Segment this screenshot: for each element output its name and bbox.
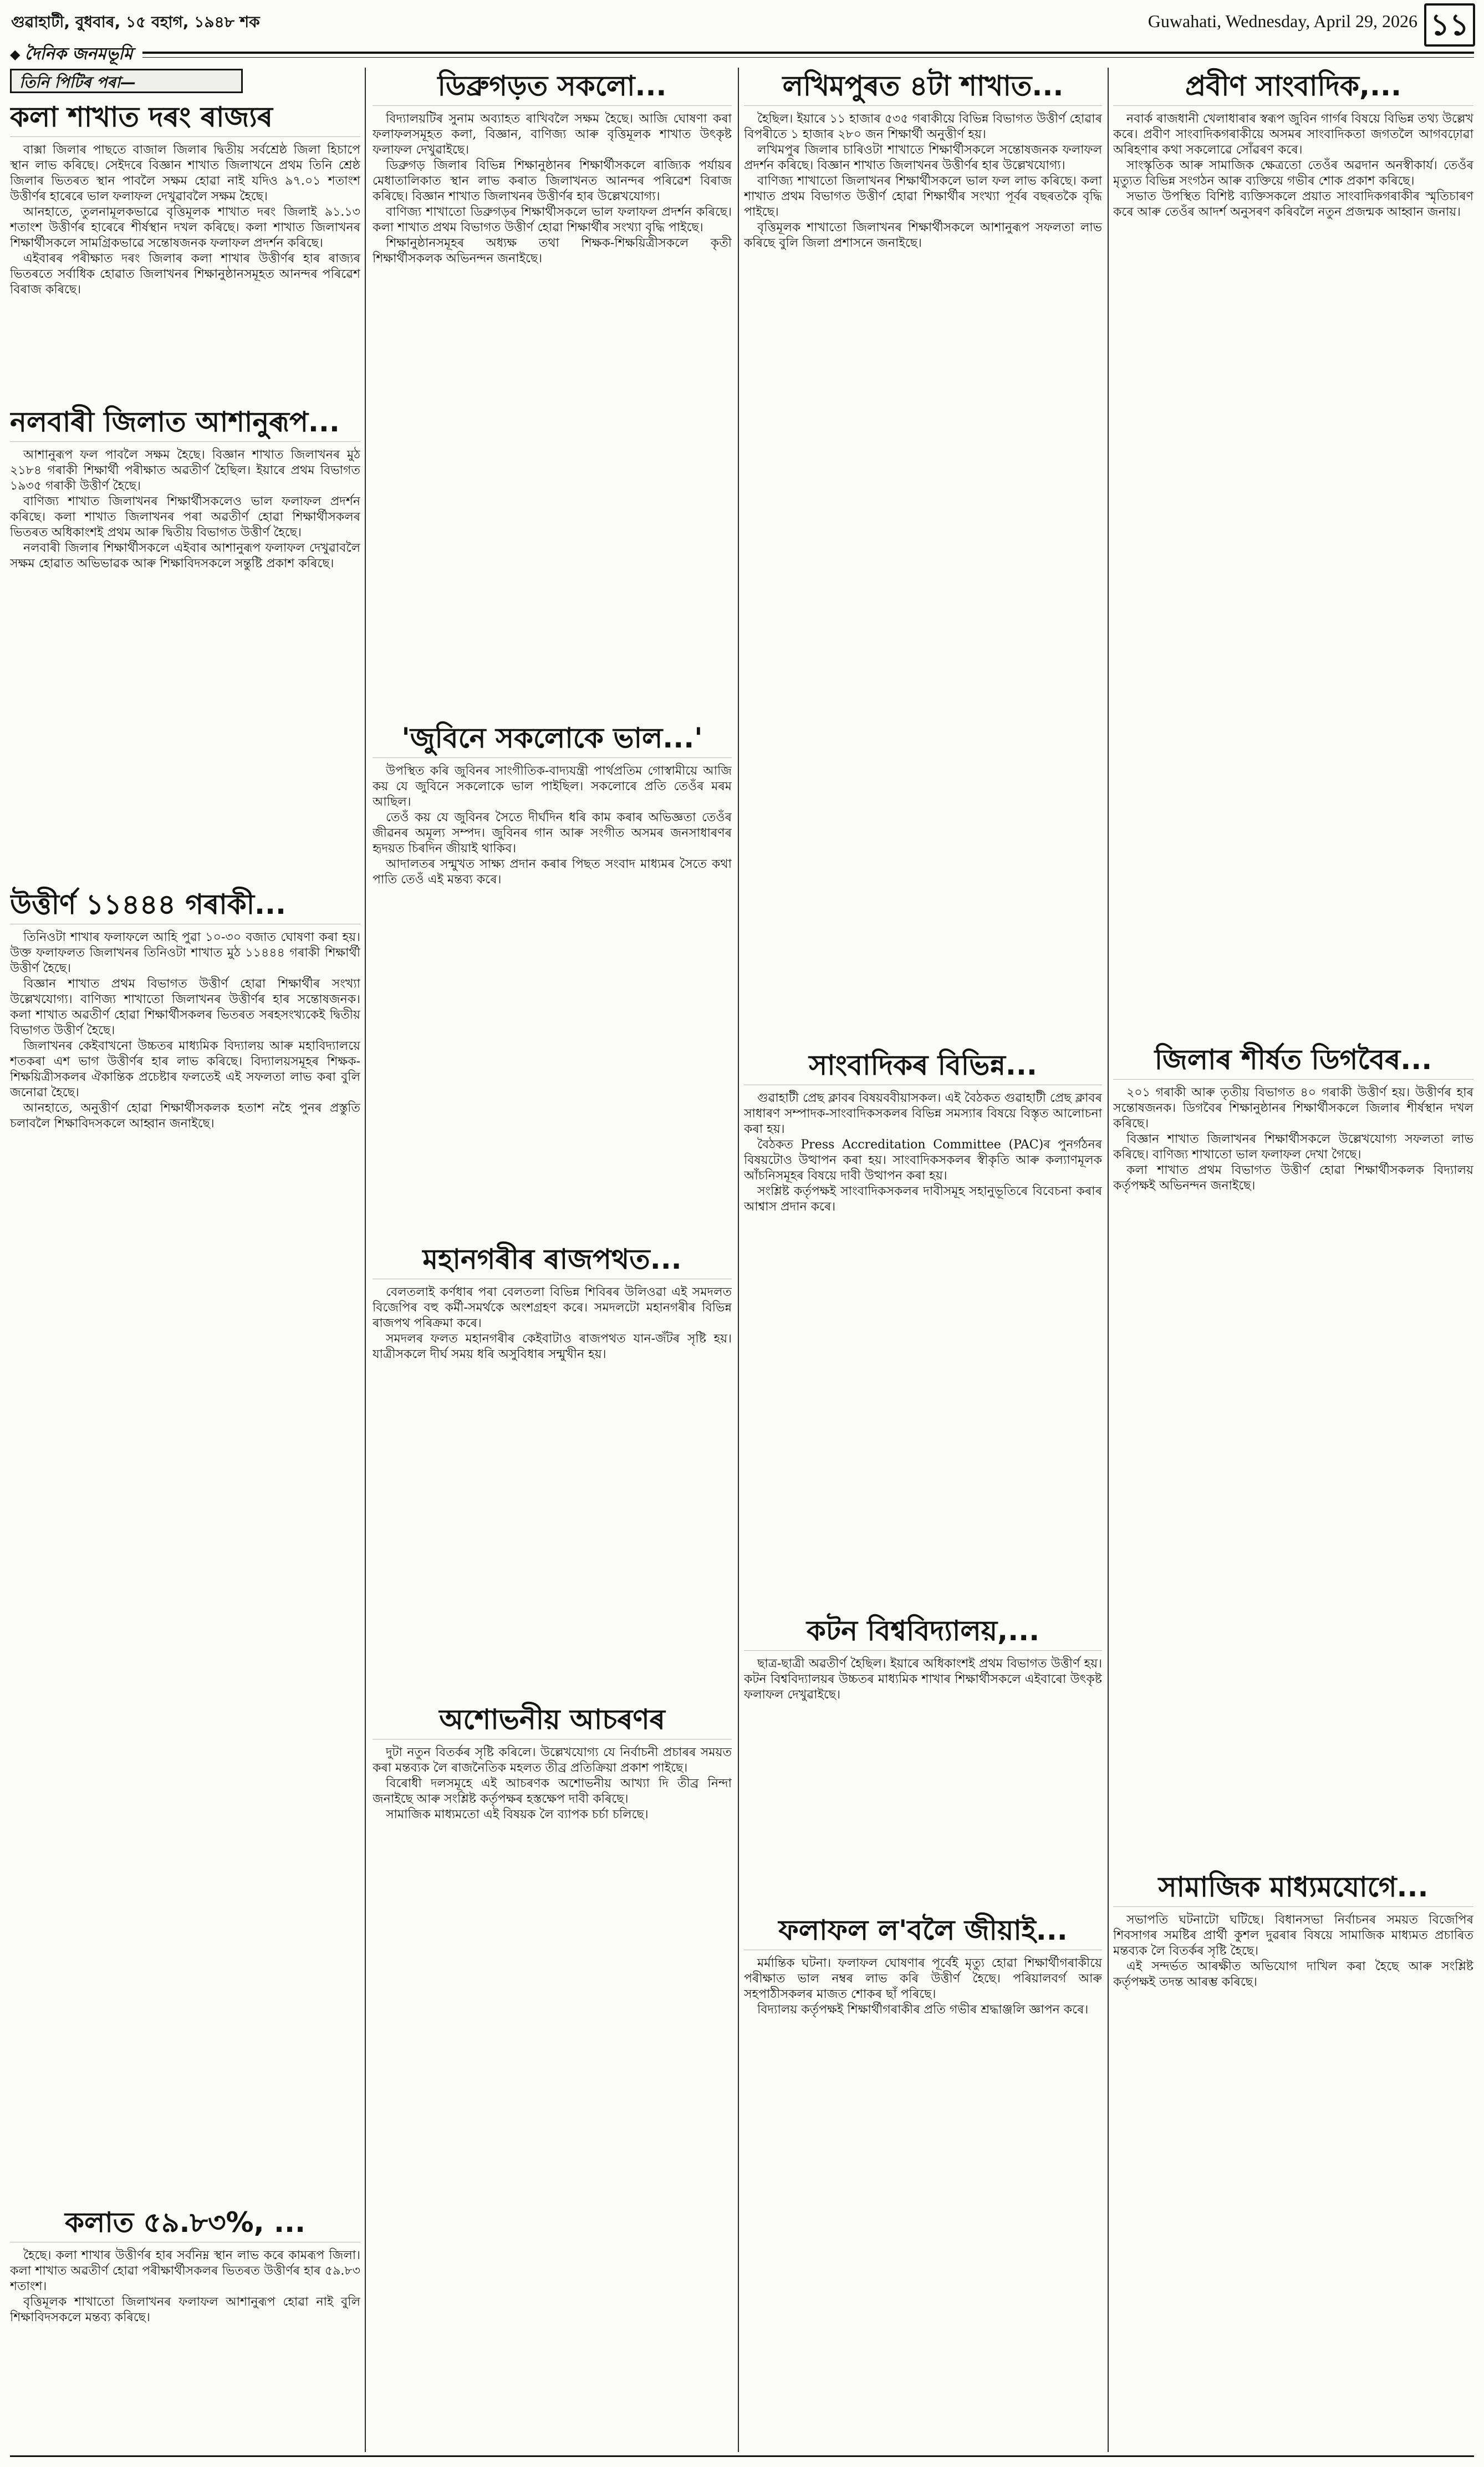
bottom-rule	[10, 2455, 1474, 2457]
article-paragraph: ২০১ গৰাকী আৰু তৃতীয় বিভাগত ৪০ গৰাকী উত্তীৰ্ণ হয়। উত্তীৰ্ণৰ হাৰ সন্তোষজনক। ডিগবৈৰ শিক্ষানুষ্ঠানৰ শিক্ষাৰ্থীসকলে জিলাৰ শীৰ্ষস্থান দখল কৰিছে।	[1113, 1086, 1473, 1131]
article-paragraph: গুৱাহাটী প্ৰেছ ক্লাবৰ বিষয়ববীয়াসকল। এই বৈঠকত গুৱাহাটী প্ৰেছ ক্লাবৰ সাধাৰণ সম্পাদক-সাংবাদিকসকলৰ বিভিন্ন সমস্যাৰ বিষয়ে বিস্তৃত আলোচনা কৰা হয়।	[744, 1091, 1102, 1136]
article-body	[1113, 111, 1473, 220]
article	[1113, 1869, 1473, 2451]
article-paragraph: আদালতৰ সন্মুখত সাক্ষ্য প্ৰদান কৰাৰ পিছত সংবাদ মাধ্যমৰ সৈতে কথা পাতি তেওঁ এই মন্তব্য কৰে।	[373, 857, 732, 887]
article-paragraph: সাংস্কৃতিক আৰু সামাজিক ক্ষেত্ৰতো তেওঁৰ অৱদান অনস্বীকাৰ্য। তেওঁৰ মৃত্যুত বিভিন্ন সংগঠন আৰু ব্যক্তিয়ে গভীৰ শোক প্ৰকাশ কৰিছে।	[1113, 159, 1473, 188]
article-paragraph: কলা শাখাত প্ৰথম বিভাগত উত্তীৰ্ণ হোৱা শিক্ষাৰ্থীসকলক বিদ্যালয় কৰ্তৃপক্ষই অভিনন্দন জনাইছে।	[1113, 1163, 1473, 1193]
article-paragraph: সংশ্লিষ্ট কৰ্তৃপক্ষই সাংবাদিকসকলৰ দাবীসমূহ সহানুভূতিৰে বিবেচনা কৰাৰ আশ্বাস প্ৰদান কৰে।	[744, 1184, 1102, 1214]
article-paragraph: তেওঁ কয় যে জুবিনৰ সৈতে দীৰ্ঘদিন ধৰি কাম কৰাৰ অভিজ্ঞতা তেওঁৰ জীৱনৰ অমূল্য সম্পদ। জুবিনৰ গান আৰু সংগীত অসমৰ জনসাধাৰণৰ হৃদয়ত চিৰদিন জীয়াই থাকিব।	[373, 811, 732, 856]
article-paragraph: নবাৰ্ক ৰাজধানী খেলাধাৰাৰ স্বৰূপ জুবিন গাৰ্গৰ বিষয়ে বিভিন্ন তথ্য উল্লেখ কৰে। প্ৰবীণ সাংবাদিকগৰাকীয়ে অসমৰ সাংবাদিকতা জগতলৈ আগবঢ়োৱা অৰিহণাৰ কথা সকলোৱে সোঁৱৰণ কৰে।	[1113, 112, 1473, 157]
article-body	[373, 111, 732, 267]
article-body	[10, 143, 360, 298]
article-paragraph: বাক্সা জিলাৰ পাছতে বাজাল জিলাৰ দ্বিতীয় সৰ্বশ্ৰেষ্ঠ জিলা হিচাপে স্থান লাভ কৰিছে। সেইদৰে বিজ্ঞান শাখাত জিলাখনে প্ৰথম তিনি শ্ৰেষ্ঠ জিলাৰ ভিতৰত স্থান পাবলৈ সক্ষম হোৱা নাই যদিও ৯৭.০১ শতাংশ উত্তীৰ্ণৰ হাৰেৰে ভাল ফলাফল দেখুৱাবলৈ সক্ষম হৈছে।	[10, 143, 360, 204]
article-paragraph: সভাপতি ঘটনাটো ঘটিছে। বিধানসভা নিৰ্বাচনৰ সময়ত বিজেপিৰ শিবসাগৰ সমষ্টিৰ প্ৰাৰ্থী কুশল দুৱৰাৰ বিষয়ে সামাজিক মাধ্যমত প্ৰচাৰিত মন্তব্যক লৈ বিতৰ্কৰ সৃষ্টি হৈছে।	[1113, 1913, 1473, 1958]
article-paragraph: আনহাতে, তুলনামূলকভাৱে বৃত্তিমূলক শাখাত দৰং জিলাই ৯১.১৩ শতাংশ উত্তীৰ্ণৰ হাৰেৰে শীৰ্ষস্থান দখল কৰিছে। কলা শাখাত জিলাখনৰ শিক্ষাৰ্থীসকলে সামগ্ৰিকভাৱে সন্তোষজনক ফলাফল প্ৰদৰ্শন কৰিছে।	[10, 205, 360, 250]
article-paragraph: সমদলৰ ফলত মহানগৰীৰ কেইবাটাও ৰাজপথত যান-জঁটৰ সৃষ্টি হয়। যাত্ৰীসকলে দীৰ্ঘ সময় ধৰি অসুবিধাৰ সন্মুখীন হয়।	[373, 1332, 732, 1361]
article	[373, 68, 732, 715]
article-paragraph: বাণিজ্য শাখাত জিলাখনৰ শিক্ষাৰ্থীসকলেও ভাল ফলাফল প্ৰদৰ্শন কৰিছে। কলা শাখাত জিলাখনৰ পৰা অৱতীৰ্ণ হোৱা শিক্ষাৰ্থীসকলৰ ভিতৰত অধিকাংশই প্ৰথম আৰু দ্বিতীয় বিভাগত উত্তীৰ্ণ হৈছে।	[10, 495, 360, 540]
article-body	[373, 1285, 732, 1362]
article-body	[744, 1956, 1102, 2018]
diamond-icon: ◆	[10, 47, 21, 62]
article-body	[373, 764, 732, 888]
article-paragraph: বিদ্যালয়টিৰ সুনাম অব্যাহত ৰাখিবলৈ সক্ষম হৈছে। আজি ঘোষণা কৰা ফলাফলসমূহত কলা, বিজ্ঞান, বাণিজ্য আৰু বৃত্তিমূলক শাখাত উৎকৃষ্ট ফলাফল দেখুৱাইছে।	[373, 112, 732, 157]
article-paragraph: বিজ্ঞান শাখাত জিলাখনৰ শিক্ষাৰ্থীসকলে উল্লেখযোগ্য সফলতা লাভ কৰিছে। বাণিজ্য শাখাতো ভাল ফলাফল দেখা গৈছে।	[1113, 1132, 1473, 1162]
article-paragraph: দুটা নতুন বিতৰ্কৰ সৃষ্টি কৰিলে। উল্লেখযোগ্য যে নিৰ্বাচনী প্ৰচাৰৰ সময়ত কৰা মন্তব্যক লৈ ৰাজনৈতিক মহলত তীব্ৰ প্ৰতিক্ৰিয়া প্ৰকাশ পাইছে।	[373, 1746, 732, 1775]
article-body	[744, 111, 1102, 251]
article	[744, 1912, 1102, 2451]
article	[1113, 1041, 1473, 1864]
article-body	[1113, 1085, 1473, 1194]
article-paragraph: বিদ্যালয় কৰ্তৃপক্ষই শিক্ষাৰ্থীগৰাকীৰ প্ৰতি গভীৰ শ্ৰদ্ধাঞ্জলি জ্ঞাপন কৰে।	[757, 2003, 1089, 2017]
article-paragraph: এই সন্দৰ্ভত আৰক্ষীত অভিযোগ দাখিল কৰা হৈছে আৰু সংশ্লিষ্ট কৰ্তৃপক্ষই তদন্ত আৰম্ভ কৰিছে।	[1113, 1960, 1473, 1989]
article	[10, 2204, 360, 2451]
column-divider	[1108, 68, 1109, 2452]
article-paragraph: বিজ্ঞান শাখাত প্ৰথম বিভাগত উত্তীৰ্ণ হোৱা শিক্ষাৰ্থীৰ সংখ্যা উল্লেখযোগ্য। বাণিজ্য শাখাতো জিলাখনৰ উত্তীৰ্ণৰ হাৰ সন্তোষজনক। কলা শাখাত অৱতীৰ্ণ হোৱা শিক্ষাৰ্থীসকলৰ ভিতৰত সৰহসংখ্যকেই দ্বিতীয় বিভাগত উত্তীৰ্ণ হৈছে।	[10, 977, 360, 1037]
article-paragraph: মৰ্মান্তিক ঘটনা। ফলাফল ঘোষণাৰ পূৰ্বেই মৃত্যু হোৱা শিক্ষাৰ্থীগৰাকীয়ে পৰীক্ষাত ভাল নম্বৰ লাভ কৰি উত্তীৰ্ণ হৈছে। পৰিয়ালবৰ্গ আৰু সহপাঠীসকলৰ মাজত শোকৰ ছাঁ পৰিছে।	[744, 1956, 1102, 2001]
article-body	[1113, 1912, 1473, 1990]
article-headline: মহানগৰীৰ ৰাজপথত...	[373, 1241, 732, 1279]
article-headline: কটন বিশ্ববিদ্যালয়,...	[744, 1613, 1102, 1651]
article-paragraph: নলবাৰী জিলাৰ শিক্ষাৰ্থীসকলে এইবাৰ আশানুৰূপ ফলাফল দেখুৱাবলৈ সক্ষম হোৱাত অভিভাৱক আৰু শিক্ষাবিদসকলে সন্তুষ্টি প্ৰকাশ কৰিছে।	[10, 541, 360, 571]
article-paragraph: বাণিজ্য শাখাতো ডিব্ৰুগড়ৰ শিক্ষাৰ্থীসকলে ভাল ফলাফল প্ৰদৰ্শন কৰিছে। কলা শাখাত প্ৰথম বিভাগত উত্তীৰ্ণ হোৱা শিক্ষাৰ্থীৰ সংখ্যা বৃদ্ধি পাইছে।	[373, 205, 732, 235]
article	[10, 404, 360, 882]
article-paragraph: সভাত উপস্থিত বিশিষ্ট ব্যক্তিসকলে প্ৰয়াত সাংবাদিকগৰাকীৰ স্মৃতিচাৰণ কৰে আৰু তেওঁৰ আদৰ্শ অনুসৰণ কৰিবলৈ নতুন প্ৰজন্মক আহ্বান জনায়।	[1113, 190, 1473, 219]
article-paragraph: বৈঠকত Press Accreditation Committee (PAC)ৰ পুনৰ্গঠনৰ বিষয়টোও উত্থাপন কৰা হয়। সাংবাদিকসকলৰ স্বীকৃতি আৰু কল্যাণমূলক আঁচনিসমূহৰ বিষয়ে দাবী উত্থাপন কৰা হয়।	[744, 1138, 1102, 1183]
article	[373, 720, 732, 1237]
article-headline: সাংবাদিকৰ বিভিন্ন...	[744, 1047, 1102, 1085]
article-paragraph: ডিব্ৰুগড় জিলাৰ বিভিন্ন শিক্ষানুষ্ঠানৰ শিক্ষাৰ্থীসকলে ৰাজ্যিক পৰ্যায়ৰ মেধাতালিকাত স্থান লাভ কৰাত জিলাখনত আনন্দৰ পৰিৱেশ বিৰাজ কৰিছে। বিজ্ঞান শাখাত জিলাখনৰ উত্তীৰ্ণৰ হাৰ উল্লেখযোগ্য।	[373, 159, 732, 204]
article-body	[10, 447, 360, 572]
article-headline: নলবাৰী জিলাত আশানুৰূপ...	[10, 404, 360, 442]
article-paragraph: লখিমপুৰ জিলাৰ চাৰিওটা শাখাতে শিক্ষাৰ্থীসকলে সন্তোষজনক ফলাফল প্ৰদৰ্শন কৰিছে। বিজ্ঞান শাখাত জিলাখনৰ উত্তীৰ্ণৰ হাৰ উল্লেখযোগ্য।	[744, 143, 1102, 172]
article-headline: অশোভনীয় আচৰণৰ	[373, 1701, 732, 1739]
article-paragraph: উপস্থিত কৰি জুবিনৰ সাংগীতিক-বাদ্যযন্ত্ৰী পাৰ্থপ্ৰতিম গোস্বামীয়ে আজি কয় যে জুবিনে সকলোকে ভাল পাইছিল। সকলোৰে প্ৰতি তেওঁৰ মৰম আছিল।	[373, 764, 732, 809]
article-paragraph: বাণিজ্য শাখাতো জিলাখনৰ শিক্ষাৰ্থীসকলে ভাল ফল লাভ কৰিছে। কলা শাখাত প্ৰথম বিভাগত উত্তীৰ্ণ হোৱা শিক্ষাৰ্থীৰ সংখ্যা পূৰ্বৰ বছৰতকৈ বৃদ্ধি পাইছে।	[744, 174, 1102, 219]
article-headline: উত্তীৰ্ণ ১১৪৪৪ গৰাকী...	[10, 886, 360, 924]
article-paragraph: হৈছে। কলা শাখাৰ উত্তীৰ্ণৰ হাৰ সৰ্বনিম্ন স্থান লাভ কৰে কামৰূপ জিলা। কলা শাখাত অৱতীৰ্ণ হোৱা পৰীক্ষাৰ্থীসকলৰ ভিতৰত উত্তীৰ্ণৰ হাৰ ৫৯.৮৩ শতাংশ।	[10, 2249, 360, 2293]
article-headline: সামাজিক মাধ্যমযোগে...	[1113, 1869, 1473, 1907]
article-headline: জিলাৰ শীৰ্ষত ডিগবৈৰ...	[1113, 1041, 1473, 1080]
article-headline: কলা শাখাত দৰং ৰাজ্যৰ	[10, 99, 360, 137]
masthead-band	[10, 44, 1474, 64]
masthead-rule	[142, 52, 1474, 58]
article-headline: প্ৰবীণ সাংবাদিক,...	[1113, 68, 1473, 106]
article-body	[744, 1091, 1102, 1215]
article	[1113, 68, 1473, 1037]
date-english: Guwahati, Wednesday, April 29, 2026	[1148, 11, 1417, 31]
article-headline: ফলাফল ল'বলৈ জীয়াই...	[744, 1912, 1102, 1950]
article-paragraph: বিৰোধী দলসমূহে এই আচৰণক অশোভনীয় আখ্যা দি তীব্ৰ নিন্দা জনাইছে আৰু সংশ্লিষ্ট কৰ্তৃপক্ষৰ হস্তক্ষেপ দাবী কৰিছে।	[373, 1777, 732, 1806]
article-paragraph: ছাত্ৰ-ছাত্ৰী অৱতীৰ্ণ হৈছিল। ইয়াৰে অধিকাংশই প্ৰথম বিভাগত উত্তীৰ্ণ হয়। কটন বিশ্ববিদ্যালয়ৰ উচ্চতৰ মাধ্যমিক শাখাৰ শিক্ষাৰ্থীসকলে এইবাৰো উৎকৃষ্ট ফলাফল দেখুৱাইছে।	[744, 1657, 1102, 1702]
article-body	[744, 1656, 1102, 1703]
article-headline: কলাত ৫৯.৮৩%, ...	[10, 2204, 360, 2242]
article-headline: লখিমপুৰত ৪টা শাখাত...	[744, 68, 1102, 106]
page-number: ১১	[1424, 3, 1475, 47]
article-body	[373, 1745, 732, 1823]
article	[10, 886, 360, 2200]
article-body	[10, 2248, 360, 2326]
article-paragraph: তিনিওটা শাখাৰ ফলাফলে আহি পুৱা ১০-৩০ বজাত ঘোষণা কৰা হয়। উক্ত ফলাফলত জিলাখনৰ তিনিওটা শাখাত মুঠ ১১৪৪৪ গৰাকী শিক্ষাৰ্থী উত্তীৰ্ণ হৈছে।	[10, 930, 360, 975]
continued-label: তিনি পিটিৰ পৰা—	[10, 69, 243, 93]
column-divider	[365, 68, 366, 2452]
article-paragraph: বৃত্তিমূলক শাখাতো জিলাখনৰ শিক্ষাৰ্থীসকলে আশানুৰূপ সফলতা লাভ কৰিছে বুলি জিলা প্ৰশাসনে জনাইছে।	[744, 221, 1102, 250]
article-paragraph: বেলতলাই কৰ্ণধাৰ পৰা বেলতলা বিভিন্ন শিবিৰৰ উলিওৱা এই সমদলত বিজেপিৰ বহু কৰ্মী-সমৰ্থকে অংশগ্ৰহণ কৰে। সমদলটো মহানগৰীৰ বিভিন্ন ৰাজপথ পৰিক্ৰমা কৰে।	[373, 1285, 732, 1330]
column-divider	[738, 68, 739, 2452]
article-headline: 'জুবিনে সকলোকে ভাল...'	[373, 720, 732, 758]
article-paragraph: শিক্ষানুষ্ঠানসমূহৰ অধ্যক্ষ তথা শিক্ষক-শিক্ষয়িত্ৰীসকলে কৃতী শিক্ষাৰ্থীসকলক অভিনন্দন জনাইছে।	[373, 236, 732, 266]
paper-name: দৈনিক জনমভূমি	[24, 44, 133, 64]
article-paragraph: আশানুৰূপ ফল পাবলৈ সক্ষম হৈছে। বিজ্ঞান শাখাত জিলাখনৰ মুঠ ২১৮৪ গৰাকী শিক্ষাৰ্থী পৰীক্ষাত অৱতীৰ্ণ হৈছিল। ইয়াৰে প্ৰথম বিভাগত ১৯৩৫ গৰাকী উত্তীৰ্ণ হৈছে।	[10, 448, 360, 493]
article	[744, 1047, 1102, 1608]
article-paragraph: সামাজিক মাধ্যমতো এই বিষয়ক লৈ ব্যাপক চৰ্চা চলিছে।	[386, 1808, 649, 1822]
article-paragraph: বৃত্তিমূলক শাখাতো জিলাখনৰ ফলাফল আশানুৰূপ হোৱা নাই বুলি শিক্ষাবিদসকলে মন্তব্য কৰিছে।	[10, 2295, 360, 2324]
article	[10, 99, 360, 399]
article	[373, 1241, 732, 1697]
article-paragraph: জিলাখনৰ কেইবাখনো উচ্চতৰ মাধ্যমিক বিদ্যালয় আৰু মহাবিদ্যালয়ে শতকৰা এশ ভাগ উত্তীৰ্ণৰ হাৰ লাভ কৰিছে। বিদ্যালয়সমূহৰ শিক্ষক-শিক্ষয়িত্ৰীসকলৰ ঐকান্তিক প্ৰচেষ্টাৰ ফলতেই এই সফলতা লাভ কৰা বুলি জনোৱা হৈছে।	[10, 1039, 360, 1100]
article-body	[10, 930, 360, 1132]
article-paragraph: এইবাৰৰ পৰীক্ষাত দৰং জিলাৰ কলা শাখাৰ উত্তীৰ্ণৰ হাৰ ৰাজ্যৰ ভিতৰতে সৰ্বাধিক হোৱাত জিলাখনৰ শিক্ষানুষ্ঠানসমূহত আনন্দৰ পৰিৱেশ বিৰাজ কৰিছে।	[10, 252, 360, 297]
article-paragraph: আনহাতে, অনুত্তীৰ্ণ হোৱা শিক্ষাৰ্থীসকলক হতাশ নহৈ পুনৰ প্ৰস্তুতি চলাবলৈ শিক্ষাবিদসকলে আহ্বান জনাইছে।	[10, 1101, 360, 1131]
article	[373, 1701, 732, 2451]
article-headline: ডিব্ৰুগড়ত সকলো...	[373, 68, 732, 106]
article	[744, 68, 1102, 1042]
article-paragraph: হৈছিল। ইয়াৰে ১১ হাজাৰ ৫৩৫ গৰাকীয়ে বিভিন্ন বিভাগত উত্তীৰ্ণ হোৱাৰ বিপৰীতে ১ হাজাৰ ২৮০ জন শিক্ষাৰ্থী অনুত্তীৰ্ণ হয়।	[744, 112, 1102, 141]
date-assamese: গুৱাহাটী, বুধবাৰ, ১৫ বহাগ, ১৯৪৮ শক	[11, 13, 260, 31]
article	[744, 1613, 1102, 1908]
